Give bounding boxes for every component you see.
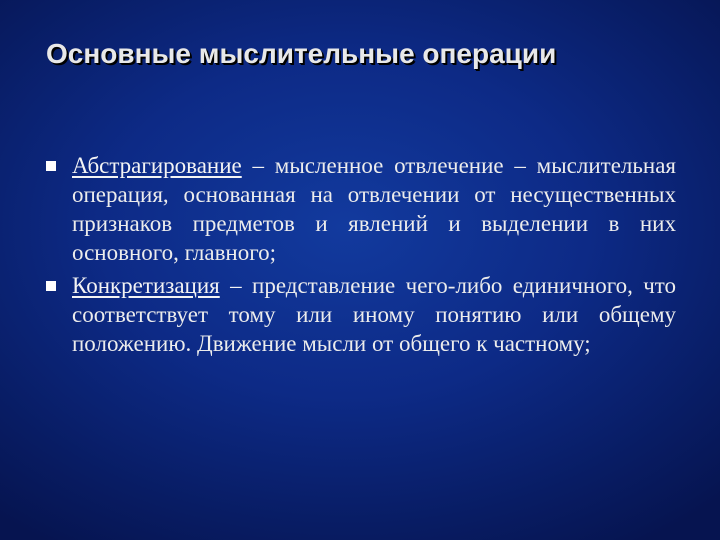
term-dash: – bbox=[230, 273, 242, 298]
term-abstraction: Абстрагирование bbox=[72, 153, 242, 178]
bullet-list bbox=[46, 151, 676, 362]
bullet-item-abstraction bbox=[46, 151, 676, 267]
definition-concretization: представление чего-либо единичного, что соответствует тому или иному понятию или общему положению. Движение мысли от общего к частному; bbox=[72, 273, 677, 356]
definition-abstraction: мысленное отвлечение – мыслительная операция, основанная на отвлечении от несущественных признаков предметов и явлений и выделении в них основного, главного; bbox=[72, 153, 676, 265]
slide-title: Основные мыслительные операции bbox=[46, 38, 557, 69]
term-dash: – bbox=[252, 153, 265, 178]
term-concretization: Конкретизация bbox=[72, 273, 220, 298]
bullet-item-concretization bbox=[46, 271, 676, 358]
square-bullet-icon bbox=[46, 161, 56, 171]
square-bullet-icon bbox=[46, 281, 56, 291]
